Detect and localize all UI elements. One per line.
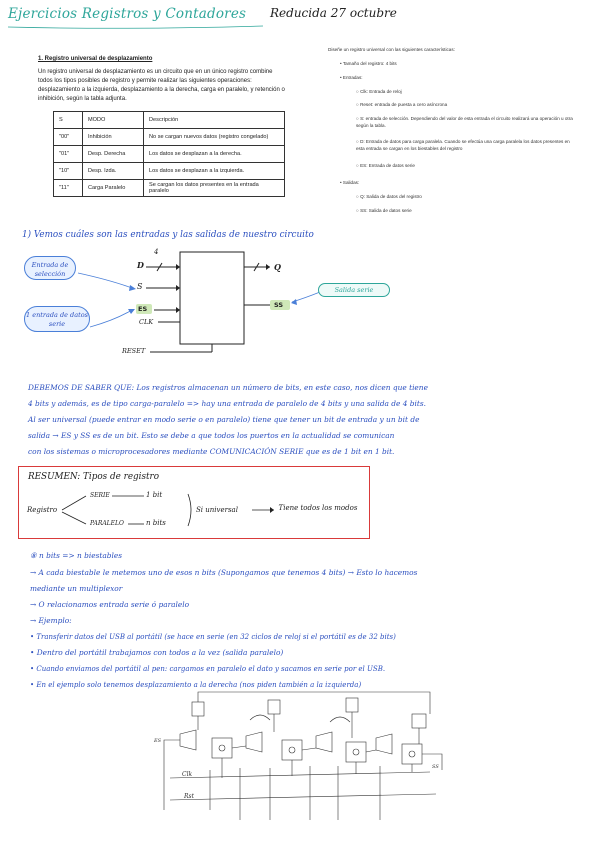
bullet-line: mediante un multiplexor	[30, 584, 123, 593]
right-item-outputs: • Salidas:	[340, 180, 360, 185]
table-cell: "10"	[54, 163, 83, 180]
input-item-text: S: entrada de selección. Dependiendo del valor de esta entrada el circuito realizará una operación u otra según la tabla.	[356, 116, 573, 128]
explanation-line: Al ser universal (puede entrar en modo serie o en paralelo) tiene que tener un bit de entrada y un bit de	[28, 415, 420, 424]
bullet-line: → O relacionamos entrada serie ó paralelo	[30, 600, 190, 609]
summary-registro: Registro	[27, 506, 58, 514]
signal-es: ES	[138, 305, 148, 313]
bubble-serial-output: Salida serie	[318, 283, 390, 297]
modes-table	[53, 111, 285, 197]
table-cell: Se cargan los datos presentes en la entrada paralelo	[144, 180, 285, 197]
summary-paralelo: PARALELO	[90, 520, 124, 527]
right-intro: Diseñe un registro universal con las siguientes características:	[328, 47, 455, 52]
step1-heading: 1) Vemos cuáles son las entradas y las salidas de nuestro circuito	[22, 230, 314, 240]
signal-clk: CLK	[139, 318, 154, 326]
table-cell: Los datos se desplazan a la derecha.	[144, 146, 285, 163]
bullet-line: • Dentro del portátil trabajamos con todos a la vez (salida paralelo)	[30, 648, 284, 657]
output-item: ○ Q: Salida de datos del registro	[356, 194, 422, 199]
table-row	[54, 163, 285, 180]
table-cell: Inhibición	[83, 129, 144, 146]
signal-ss: SS	[274, 301, 284, 309]
table-cell: Desp. Izda.	[83, 163, 144, 180]
table-header: MODO	[83, 112, 144, 129]
explanation-line: DEBEMOS DE SABER QUE: Los registros almacenan un número de bits, en este caso, nos dicen que tiene	[28, 383, 428, 392]
right-item-text: Salidas:	[342, 180, 360, 185]
signal-reset: RESET	[122, 347, 146, 355]
bubble-serial-input: 1 entrada de datos serie	[24, 306, 90, 332]
bullet-line: • Cuando enviamos del portátil al pen: cargamos en paralelo el dato y sacamos en serie por el USB.	[30, 665, 386, 673]
signal-d-width: 4	[154, 248, 159, 256]
table-cell: "01"	[54, 146, 83, 163]
summary-title: RESUMEN: Tipos de registro	[28, 472, 160, 482]
summary-paralelo-bits: n bits	[146, 519, 166, 527]
circuit-label-ss: SS	[432, 764, 439, 770]
table-cell: Los datos se desplazan a la izquierda.	[144, 163, 285, 180]
summary-universal: Si universal	[196, 506, 238, 514]
register-block	[180, 252, 244, 344]
bullet-line: → Ejemplo:	[30, 616, 72, 625]
signal-s: S	[137, 282, 143, 291]
input-item-text: Clk: Entrada de reloj	[360, 89, 402, 94]
input-item-text: Reset: entrada de puesta a cero asíncrona	[360, 102, 448, 107]
summary-result: Tiene todos los modos	[278, 504, 358, 512]
circuit-label-rst: Rst	[184, 793, 195, 800]
signal-q: Q	[274, 262, 281, 272]
output-item-text: SS: Salida de datos serie	[360, 208, 412, 213]
bullet-line: → A cada biestable le metemos uno de esos n bits (Supongamos que tenemos 4 bits) → Esto lo hacemos	[30, 568, 418, 577]
signal-d: D	[137, 260, 144, 270]
table-cell: Carga Paralelo	[83, 180, 144, 197]
block-diagram	[0, 240, 600, 365]
table-cell: "11"	[54, 180, 83, 197]
table-header: Descripción	[144, 112, 285, 129]
table-cell: "00"	[54, 129, 83, 146]
circuit-sketch	[150, 690, 450, 840]
output-item-text: Q: Salida de datos del registro	[360, 194, 422, 199]
right-item-text: Entradas:	[342, 75, 363, 80]
input-item: ○ Clk: Entrada de reloj	[356, 89, 402, 94]
bullet-line: • Transferir datos del USB al portátil (se hace en serie (en 32 ciclos de reloj si el portátil es de 32 bits)	[30, 633, 396, 641]
bullet-line: • En el ejemplo solo tenemos desplazamiento a la derecha (nos piden también a la izquierda)	[30, 681, 362, 689]
explanation-line: 4 bits y además, es de tipo carga-paralelo => hay una entrada de paralelo de 4 bits y una salida de 4 bits.	[28, 399, 427, 408]
table-row	[54, 129, 285, 146]
right-item-size: • Tamaño del registro: 4 bits	[340, 61, 397, 66]
table-header-row	[54, 112, 285, 129]
explanation-line: con los sistemas o microprocesadores mediante COMUNICACIÓN SERIE que es de 1 bit en 1 bit.	[28, 447, 395, 456]
input-item: ○ ES: Entrada de datos serie	[356, 163, 415, 168]
input-item: ○ S: entrada de selección. Dependiendo del valor de esta entrada el circuito realizará una operación u otra según la tabla.	[356, 116, 573, 128]
page-subtitle: Reducida 27 octubre	[270, 6, 397, 20]
table-header: S	[54, 112, 83, 129]
circuit-label-es: ES	[154, 738, 162, 744]
bubble-selection-input: Entrada de selección	[24, 256, 76, 280]
right-item-text: Tamaño del registro: 4 bits	[342, 61, 397, 66]
title-underline	[8, 24, 263, 30]
table-row	[54, 180, 285, 197]
section-title: 1. Registro universal de desplazamiento	[38, 56, 153, 62]
output-item: ○ SS: Salida de datos serie	[356, 208, 412, 213]
input-item-text: ES: Entrada de datos serie	[360, 163, 415, 168]
summary-serie-bits: 1 bit	[146, 491, 163, 499]
right-item-inputs: • Entradas:	[340, 75, 363, 80]
intro-paragraph: Un registro universal de desplazamiento es un circuito que en un único registro combine todos los tipos posibles de registro y permite realizar las siguientes operaciones: desplazamiento a la izquierda, desplazamiento a la derecha, carga en paralelo, y retención o inhibición, según la tabla adjunta.	[38, 69, 285, 102]
table-cell: Desp. Derecha	[83, 146, 144, 163]
table-cell: No se cargan nuevos datos (registro congelado)	[144, 129, 285, 146]
summary-serie: SERIE	[90, 492, 110, 499]
input-item-text: D: Entrada de datos para carga paralela. Cuando se efectúa una carga paralela los datos presentes en esta entrada se cargan en los biestables del registro	[356, 139, 570, 151]
bullet-line: ⑧ n bits => n biestables	[30, 551, 123, 560]
table-row	[54, 146, 285, 163]
explanation-line: salida → ES y SS es de un bit. Esto se debe a que todos los puertos en la actualidad se comunican	[28, 431, 395, 440]
circuit-label-clk: Clk	[182, 771, 193, 778]
input-item: ○ Reset: entrada de puesta a cero asíncrona	[356, 102, 448, 107]
page-title: Ejercicios Registros y Contadores	[8, 6, 247, 22]
input-item: ○ D: Entrada de datos para carga paralela. Cuando se efectúa una carga paralela los datos presentes en esta entrada se cargan en los biestables del registro	[356, 139, 570, 151]
